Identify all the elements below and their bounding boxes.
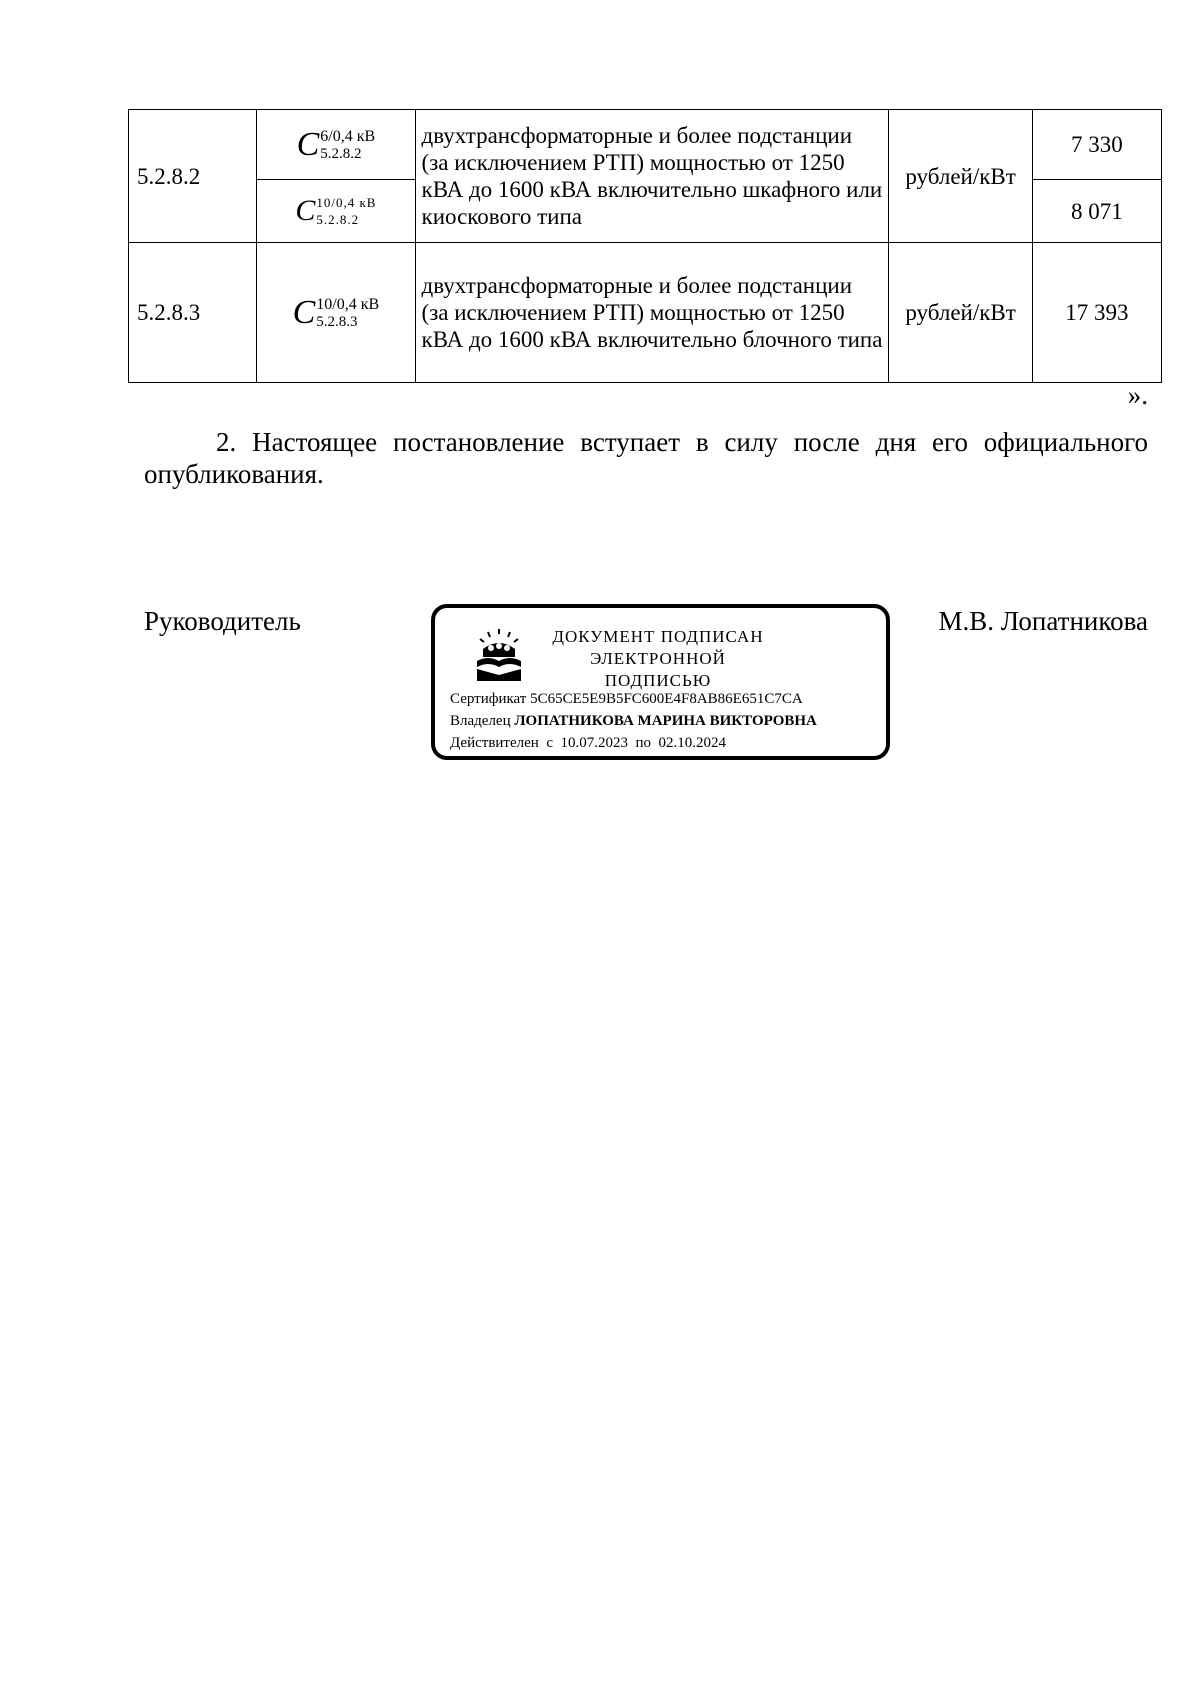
tariff-table — [128, 109, 1162, 383]
rate-symbol — [257, 110, 415, 180]
row-code: 5.2.8.3 — [129, 243, 257, 383]
table-row — [129, 110, 1162, 180]
valid-to-label: по — [635, 735, 652, 751]
row-unit: рублей/кВт — [889, 243, 1032, 383]
certificate-value: 5C65CE5E9B5FC600E4F8AB86E651C7CA — [530, 691, 803, 707]
coat-of-arms-icon — [471, 627, 527, 683]
symbol-superscript: 10/0,4 кВ — [316, 295, 380, 313]
table-row — [129, 243, 1162, 383]
symbol-superscript: 10/0,4 кВ — [316, 195, 377, 210]
symbol-base: C — [296, 125, 320, 163]
valid-from-date: 10.07.2023 — [560, 735, 628, 751]
row-unit: рублей/кВт — [889, 110, 1032, 243]
stamp-heading-line: ЭЛЕКТРОННОЙ ПОДПИСЬЮ — [590, 649, 726, 690]
certificate-label: Сертификат — [450, 691, 527, 707]
valid-from-label: с — [546, 735, 553, 751]
electronic-signature-stamp — [431, 604, 890, 760]
owner-line — [450, 712, 817, 730]
row-description: двухтрансформаторные и более подстанции (за исключением РТП) мощностью от 1250 кВА до 1600 кВА включительно блочного типа — [415, 243, 889, 383]
closing-quote: ». — [1127, 380, 1148, 410]
row-value: 7 330 — [1032, 110, 1161, 180]
signatory-name: М.В. Лопатникова — [938, 606, 1148, 636]
validity-line — [450, 734, 726, 752]
row-value: 17 393 — [1032, 243, 1161, 383]
effective-date-paragraph: 2. Настоящее постановление вступает в силу после дня его официального опубликования. — [144, 427, 1148, 489]
owner-value: ЛОПАТНИКОВА МАРИНА ВИКТОРОВНА — [514, 713, 817, 729]
stamp-heading-line: ДОКУМЕНТ ПОДПИСАН — [552, 627, 764, 646]
row-value: 8 071 — [1032, 180, 1161, 243]
rate-symbol — [257, 243, 415, 383]
certificate-line — [450, 690, 803, 708]
owner-label: Владелец — [450, 713, 511, 729]
row-description: двухтрансформаторные и более подстанции (за исключением РТП) мощностью от 1250 кВА до 1600 кВА включительно шкафного или киоскового типа — [415, 110, 889, 243]
symbol-base: C — [292, 293, 316, 331]
rate-symbol — [257, 180, 415, 243]
symbol-subscript: 5.2.8.2 — [316, 212, 360, 227]
row-code: 5.2.8.2 — [129, 110, 257, 243]
stamp-heading — [535, 626, 781, 692]
valid-to-date: 02.10.2024 — [658, 735, 727, 751]
signatory-title: Руководитель — [144, 606, 301, 636]
validity-label: Действителен — [450, 735, 539, 751]
symbol-base: C — [295, 194, 316, 227]
symbol-subscript: 5.2.8.2 — [320, 145, 362, 162]
symbol-superscript: 6/0,4 кВ — [320, 127, 376, 145]
symbol-subscript: 5.2.8.3 — [316, 313, 358, 330]
